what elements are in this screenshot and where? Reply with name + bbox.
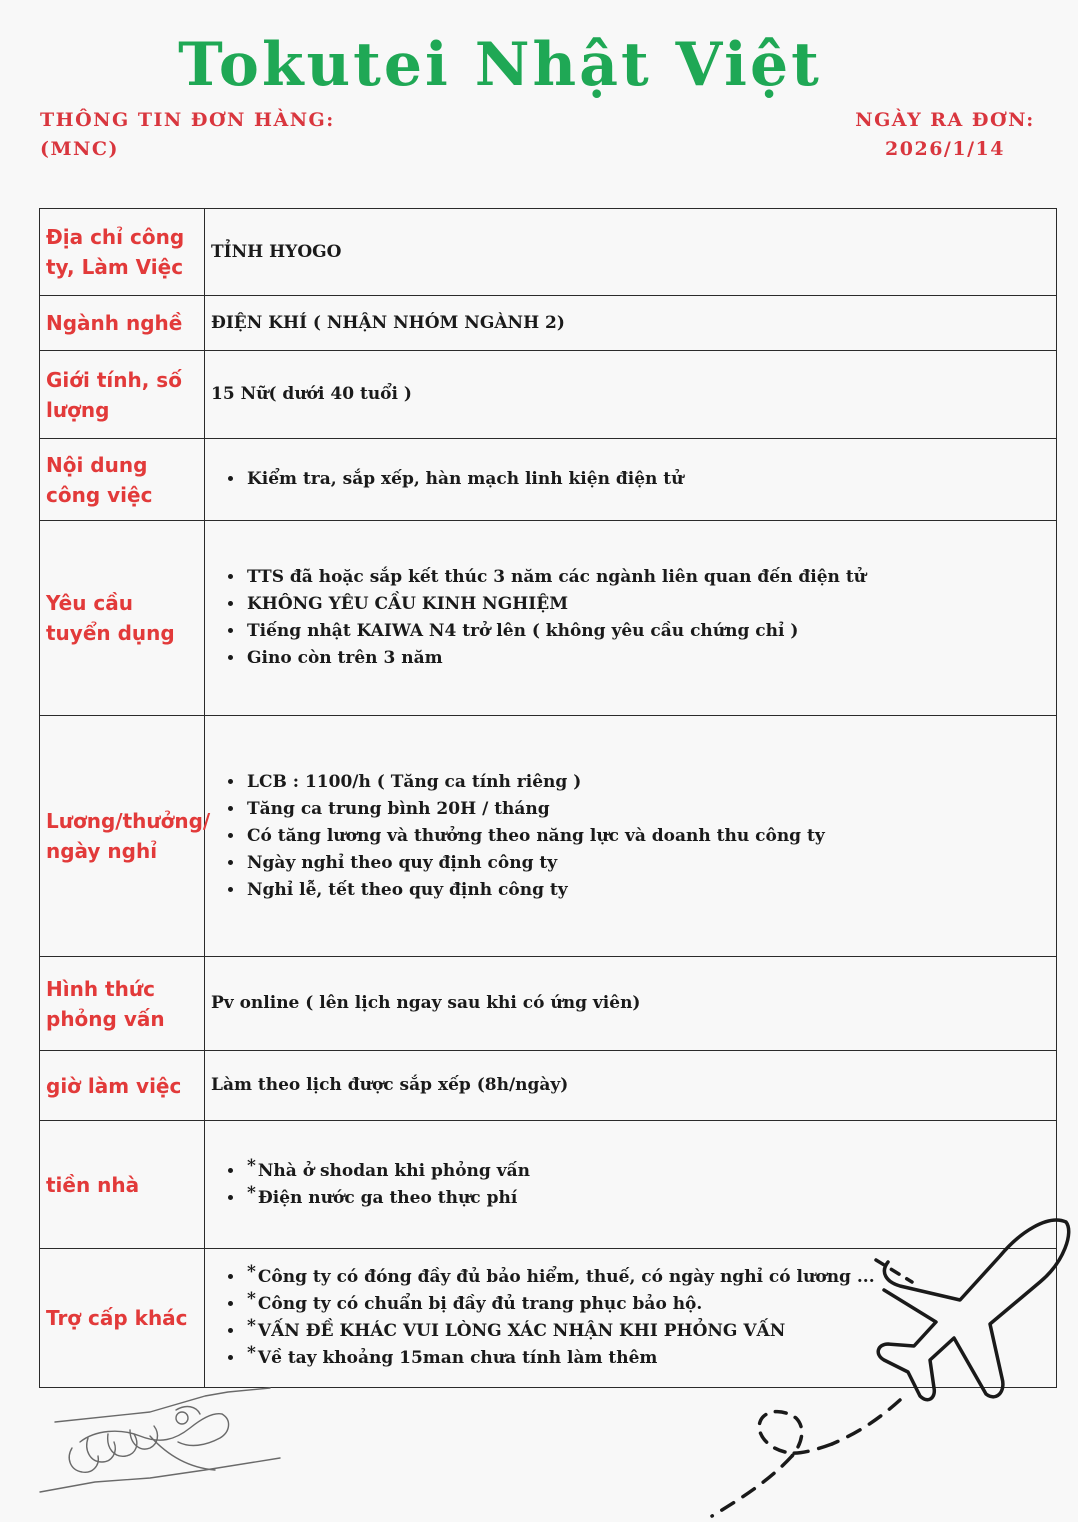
issue-date-value: 2026/1/14 bbox=[885, 138, 1005, 160]
row-value bbox=[205, 1121, 1057, 1249]
list-item-text: Điện nước ga theo thực phí bbox=[257, 1187, 518, 1208]
bullet-list bbox=[211, 564, 1050, 672]
row-job-content bbox=[40, 439, 1057, 521]
row-label: tiền nhà bbox=[40, 1121, 205, 1249]
asterisk-mark: * bbox=[247, 1262, 256, 1282]
list-item: • Tăng ca trung bình 20H / tháng bbox=[245, 796, 1050, 823]
row-value: Làm theo lịch được sắp xếp (8h/ngày) bbox=[205, 1051, 1057, 1121]
row-value bbox=[205, 716, 1057, 957]
order-code: (MNC) bbox=[40, 138, 120, 160]
row-value bbox=[205, 521, 1057, 716]
row-value bbox=[205, 439, 1057, 521]
list-item bbox=[245, 1155, 1050, 1185]
list-item: • Tiếng nhật KAIWA N4 trở lên ( không yêu cầu chứng chỉ ) bbox=[245, 618, 1050, 645]
asterisk-mark: * bbox=[247, 1343, 256, 1363]
row-interview-format bbox=[40, 957, 1057, 1051]
list-item bbox=[245, 1182, 1050, 1212]
row-requirements bbox=[40, 521, 1057, 716]
row-value bbox=[205, 1249, 1057, 1388]
list-item: • Ngày nghỉ theo quy định công ty bbox=[245, 850, 1050, 877]
issue-date-label: NGÀY RA ĐƠN: bbox=[855, 109, 1035, 131]
list-item: • Kiểm tra, sắp xếp, hàn mạch linh kiện điện tử bbox=[245, 466, 1050, 493]
row-value: ĐIỆN KHÍ ( NHẬN NHÓM NGÀNH 2) bbox=[205, 296, 1057, 351]
order-info bbox=[40, 106, 335, 164]
row-address bbox=[40, 209, 1057, 296]
row-label: Địa chỉ công ty, Làm Việc bbox=[40, 209, 205, 296]
row-housing bbox=[40, 1121, 1057, 1249]
row-industry bbox=[40, 296, 1057, 351]
list-item: • KHÔNG YÊU CẦU KINH NGHIỆM bbox=[245, 591, 1050, 618]
row-value: 15 Nữ( dưới 40 tuổi ) bbox=[205, 351, 1057, 439]
issue-date-info bbox=[840, 106, 1050, 164]
row-working-hours bbox=[40, 1051, 1057, 1121]
row-other-allowances bbox=[40, 1249, 1057, 1388]
list-item: • Có tăng lương và thưởng theo năng lực và doanh thu công ty bbox=[245, 823, 1050, 850]
page-title: Tokutei Nhật Việt bbox=[178, 30, 822, 100]
bullet-list bbox=[211, 1264, 1050, 1372]
order-label: THÔNG TIN ĐƠN HÀNG: bbox=[40, 109, 335, 131]
list-item bbox=[245, 1264, 1050, 1291]
list-item bbox=[245, 1291, 1050, 1318]
list-item-text: Nhà ở shodan khi phỏng vấn bbox=[257, 1160, 530, 1181]
list-item bbox=[245, 1345, 1050, 1372]
bullet-list bbox=[211, 1155, 1050, 1212]
asterisk-mark: * bbox=[247, 1289, 256, 1309]
list-item: • TTS đã hoặc sắp kết thúc 3 năm các ngành liên quan đến điện tử bbox=[245, 564, 1050, 591]
bullet-list bbox=[211, 466, 1050, 493]
asterisk-mark: * bbox=[247, 1316, 256, 1336]
bullet-list bbox=[211, 769, 1050, 904]
asterisk-mark: * bbox=[247, 1182, 256, 1203]
list-item: • Nghỉ lễ, tết theo quy định công ty bbox=[245, 877, 1050, 904]
row-salary-holidays bbox=[40, 716, 1057, 957]
row-label: Giới tính, số lượng bbox=[40, 351, 205, 439]
order-details-table bbox=[39, 208, 1057, 1388]
row-label: Lương/thưởng/ ngày nghỉ bbox=[40, 716, 205, 957]
list-item-text: Công ty có đóng đầy đủ bảo hiểm, thuế, có ngày nghỉ có lương ... bbox=[257, 1267, 875, 1287]
row-value: Pv online ( lên lịch ngay sau khi có ứng viên) bbox=[205, 957, 1057, 1051]
row-label: Nội dung công việc bbox=[40, 439, 205, 521]
list-item-text: Công ty có chuẩn bị đầy đủ trang phục bảo hộ. bbox=[257, 1294, 703, 1314]
list-item bbox=[245, 1318, 1050, 1345]
list-item-text: Về tay khoảng 15man chưa tính làm thêm bbox=[257, 1348, 658, 1368]
row-label: Yêu cầu tuyển dụng bbox=[40, 521, 205, 716]
row-value: TỈNH HYOGO bbox=[205, 209, 1057, 296]
list-item-text: VẤN ĐỀ KHÁC VUI LÒNG XÁC NHẬN KHI PHỎNG VẤN bbox=[257, 1321, 786, 1341]
row-gender-quantity bbox=[40, 351, 1057, 439]
asterisk-mark: * bbox=[247, 1155, 256, 1176]
row-label: giờ làm việc bbox=[40, 1051, 205, 1121]
list-item: • LCB : 1100/h ( Tăng ca tính riêng ) bbox=[245, 769, 1050, 796]
row-label: Trợ cấp khác bbox=[40, 1249, 205, 1388]
row-label: Hình thức phỏng vấn bbox=[40, 957, 205, 1051]
row-label: Ngành nghề bbox=[40, 296, 205, 351]
list-item: • Gino còn trên 3 năm bbox=[245, 645, 1050, 672]
handshake-illustration bbox=[40, 1388, 280, 1492]
